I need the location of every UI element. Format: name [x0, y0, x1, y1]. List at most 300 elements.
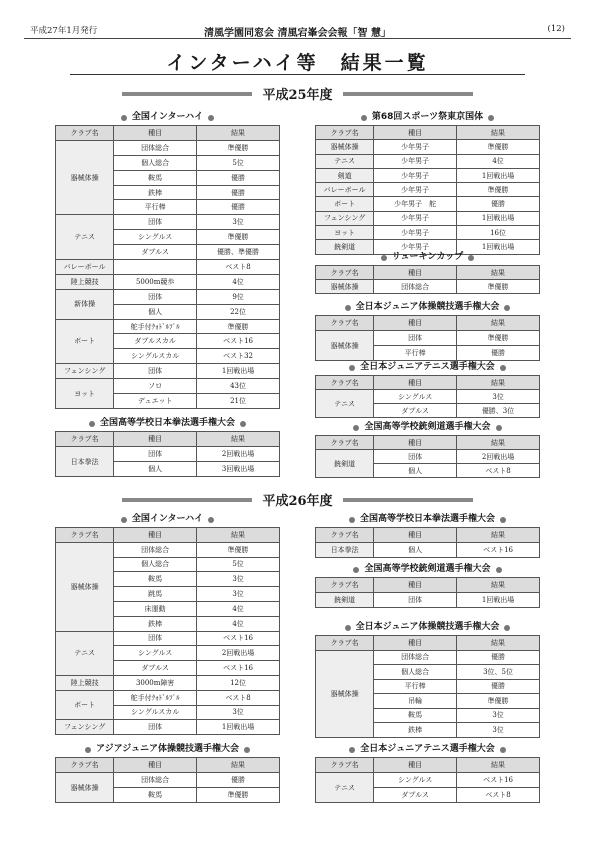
- event-cell: 少年男子: [374, 240, 457, 254]
- year-label: 平成25年度: [262, 88, 333, 103]
- result-cell: 3位: [197, 215, 280, 230]
- result-cell: 3位: [457, 708, 540, 723]
- result-cell: 準優勝: [457, 331, 540, 346]
- table-row: [56, 447, 280, 462]
- club-name-cell: 器械体操: [316, 331, 374, 361]
- result-cell: 優勝: [197, 773, 280, 788]
- event-cell: シングルス: [114, 646, 197, 661]
- club-name-cell: フェンシング: [56, 720, 114, 735]
- column-header: 結果: [457, 578, 540, 593]
- section-title: [315, 250, 540, 265]
- column-header: クラブ名: [316, 758, 374, 773]
- table-header-row: [56, 432, 280, 447]
- table-row: [56, 631, 280, 646]
- section-title-text: 第68回スポーツ祭東京国体: [371, 112, 484, 122]
- table-row: [316, 390, 540, 404]
- event-cell: ダブルスカル: [114, 334, 197, 349]
- table-row: [316, 280, 540, 294]
- results-table: [315, 635, 540, 738]
- column-header: 種目: [374, 636, 457, 651]
- result-cell: 3位: [457, 390, 540, 404]
- event-cell: 個人: [114, 462, 197, 477]
- event-cell: 団体総合: [374, 650, 457, 665]
- event-cell: 床運動: [114, 601, 197, 616]
- club-name-cell: 銃剣道: [316, 450, 374, 478]
- column-header: クラブ名: [316, 266, 374, 280]
- column-header: 結果: [457, 376, 540, 390]
- bullet-dot-icon: [504, 625, 510, 631]
- section-title: [315, 620, 540, 635]
- table-row: [56, 289, 280, 304]
- result-cell: 21位: [197, 394, 280, 409]
- column-header: 結果: [457, 266, 540, 280]
- result-cell: 優勝、準優勝: [197, 245, 280, 260]
- table-row: [56, 690, 280, 705]
- table-row: [56, 675, 280, 690]
- club-name-cell: 日本拳法: [56, 447, 114, 477]
- bullet-dot-icon: [496, 567, 502, 573]
- event-cell: 舵手付ｸｫﾄﾞﾙﾌﾟﾙ: [114, 319, 197, 334]
- results-section: [55, 742, 280, 803]
- club-name-cell: ボート: [56, 690, 114, 720]
- result-cell: ベスト32: [197, 349, 280, 364]
- bullet-dot-icon: [496, 425, 502, 431]
- result-cell: 1回戦出場: [457, 211, 540, 225]
- results-section: [55, 110, 280, 409]
- column-header: クラブ名: [316, 436, 374, 450]
- event-cell: 少年男子: [374, 140, 457, 154]
- result-cell: 優勝: [457, 679, 540, 694]
- club-name-cell: 器械体操: [56, 542, 114, 631]
- result-cell: 優勝、3位: [457, 404, 540, 418]
- event-cell: 団体: [114, 720, 197, 735]
- column-header: 種目: [374, 376, 457, 390]
- event-cell: 鉄棒: [374, 723, 457, 738]
- bullet-dot-icon: [349, 365, 355, 371]
- club-name-cell: テニス: [316, 154, 374, 168]
- bullet-dot-icon: [353, 567, 359, 573]
- bullet-dot-icon: [240, 421, 246, 427]
- result-cell: ベスト8: [197, 260, 280, 275]
- bullet-dot-icon: [345, 625, 351, 631]
- results-table: [315, 125, 540, 255]
- result-cell: 準優勝: [457, 280, 540, 294]
- event-cell: 少年男子: [374, 226, 457, 240]
- table-row: [316, 226, 540, 240]
- result-cell: 準優勝: [457, 140, 540, 154]
- table-row: [316, 450, 540, 464]
- result-cell: ベスト8: [197, 690, 280, 705]
- section-title-text: 全国インターハイ: [131, 514, 204, 524]
- column-header: クラブ名: [316, 578, 374, 593]
- column-header: クラブ名: [316, 126, 374, 140]
- result-cell: 準優勝: [197, 230, 280, 245]
- bullet-dot-icon: [121, 115, 127, 121]
- result-cell: 優勝: [457, 197, 540, 211]
- results-table: [315, 315, 540, 361]
- event-cell: 鞍馬: [374, 708, 457, 723]
- result-cell: ベスト8: [457, 464, 540, 478]
- event-cell: 少年男子: [374, 154, 457, 168]
- result-cell: 4位: [197, 616, 280, 631]
- result-cell: 22位: [197, 304, 280, 319]
- club-name-cell: 剣道: [316, 168, 374, 182]
- section-title-text: 全日本ジュニアテニス選手権大会: [360, 744, 495, 754]
- column-header: 種目: [374, 528, 457, 543]
- section-title-text: 全国高等学校銃剣道選手権大会: [364, 422, 491, 432]
- bullet-dot-icon: [85, 747, 91, 753]
- section-title: [55, 416, 280, 431]
- club-name-cell: ボート: [316, 197, 374, 211]
- page-number: (12): [547, 24, 565, 34]
- result-cell: 3位、5位: [457, 665, 540, 680]
- result-cell: ベスト16: [197, 661, 280, 676]
- result-cell: 16位: [457, 226, 540, 240]
- result-cell: 準優勝: [197, 319, 280, 334]
- column-header: 種目: [374, 578, 457, 593]
- year-heading-h26: [0, 490, 595, 509]
- event-cell: 団体: [114, 447, 197, 462]
- club-name-cell: テニス: [316, 390, 374, 418]
- event-cell: シングルスカル: [114, 705, 197, 720]
- event-cell: 鞍馬: [114, 572, 197, 587]
- event-cell: 団体: [114, 631, 197, 646]
- section-title-text: 全国インターハイ: [131, 112, 204, 122]
- section-title-text: 全日本ジュニア体操競技選手権大会: [355, 302, 500, 312]
- table-row: [316, 140, 540, 154]
- result-cell: 9位: [197, 289, 280, 304]
- bullet-dot-icon: [349, 747, 355, 753]
- result-cell: 1回戦出場: [197, 720, 280, 735]
- section-title: [315, 360, 540, 375]
- section-title: [315, 420, 540, 435]
- event-cell: 鉄棒: [114, 616, 197, 631]
- table-row: [316, 593, 540, 608]
- result-cell: 準優勝: [197, 542, 280, 557]
- table-header-row: [56, 126, 280, 141]
- section-title-text: リューキンカップ: [391, 252, 464, 262]
- title-rule: [70, 74, 525, 75]
- event-cell: 少年男子 舵: [374, 197, 457, 211]
- result-cell: 43位: [197, 379, 280, 394]
- club-name-cell: フェンシング: [316, 211, 374, 225]
- column-header: 結果: [197, 126, 280, 141]
- club-name-cell: テニス: [56, 631, 114, 675]
- table-row: [56, 319, 280, 334]
- result-cell: 2回戦出場: [457, 450, 540, 464]
- event-cell: 少年男子: [374, 211, 457, 225]
- club-name-cell: 銃剣道: [316, 593, 374, 608]
- event-cell: 団体総合: [114, 140, 197, 155]
- club-name-cell: 器械体操: [316, 280, 374, 294]
- event-cell: 団体総合: [114, 542, 197, 557]
- results-section: [315, 562, 540, 608]
- club-name-cell: テニス: [56, 215, 114, 260]
- section-title-text: アジアジュニア体操競技選手権大会: [95, 744, 240, 754]
- result-cell: 3位: [197, 705, 280, 720]
- section-title: [315, 512, 540, 527]
- results-section: [55, 416, 280, 477]
- result-cell: ベスト16: [197, 631, 280, 646]
- column-header: 結果: [457, 758, 540, 773]
- club-name-cell: 日本拳法: [316, 543, 374, 558]
- event-cell: 個人総合: [114, 557, 197, 572]
- club-name-cell: テニス: [316, 773, 374, 803]
- event-cell: 平行棒: [114, 200, 197, 215]
- table-row: [56, 379, 280, 394]
- event-cell: 平行棒: [374, 679, 457, 694]
- result-cell: ベスト16: [457, 543, 540, 558]
- bullet-dot-icon: [121, 517, 127, 523]
- event-cell: シングルス: [114, 230, 197, 245]
- table-header-row: [316, 376, 540, 390]
- results-section: [315, 512, 540, 558]
- event-cell: シングルス: [374, 773, 457, 788]
- event-cell: ダブルス: [374, 788, 457, 803]
- event-cell: 団体総合: [374, 280, 457, 294]
- result-cell: ベスト8: [457, 788, 540, 803]
- column-header: 種目: [374, 758, 457, 773]
- table-header-row: [316, 636, 540, 651]
- result-cell: 優勝: [197, 170, 280, 185]
- club-name-cell: バレーボール: [56, 260, 114, 275]
- table-header-row: [316, 316, 540, 331]
- result-cell: 優勝: [457, 650, 540, 665]
- table-header-row: [316, 126, 540, 140]
- bullet-dot-icon: [345, 305, 351, 311]
- result-cell: 3位: [197, 587, 280, 602]
- table-row: [316, 183, 540, 197]
- results-section: [315, 110, 540, 255]
- section-title-text: 全国高等学校日本拳法選手権大会: [359, 514, 495, 524]
- section-title: [55, 512, 280, 527]
- bullet-dot-icon: [208, 517, 214, 523]
- table-header-row: [316, 528, 540, 543]
- event-cell: 吊輪: [374, 694, 457, 709]
- result-cell: 優勝: [457, 346, 540, 361]
- section-title-text: 全国高等学校日本拳法選手権大会: [99, 418, 235, 428]
- column-header: 種目: [374, 126, 457, 140]
- bullet-dot-icon: [488, 115, 494, 121]
- table-header-row: [316, 266, 540, 280]
- bullet-dot-icon: [208, 115, 214, 121]
- club-name-cell: ヨット: [56, 379, 114, 409]
- table-row: [316, 650, 540, 665]
- club-name-cell: 器械体操: [316, 140, 374, 154]
- event-cell: 団体: [374, 450, 457, 464]
- event-cell: 平行棒: [374, 346, 457, 361]
- club-name-cell: 陸上競技: [56, 675, 114, 690]
- result-cell: 5位: [197, 557, 280, 572]
- table-header-row: [316, 436, 540, 450]
- table-row: [316, 543, 540, 558]
- event-cell: 団体総合: [114, 773, 197, 788]
- result-cell: 2回戦出場: [197, 646, 280, 661]
- club-name-cell: ヨット: [316, 226, 374, 240]
- event-cell: [114, 260, 197, 275]
- column-header: 結果: [197, 432, 280, 447]
- event-cell: 個人総合: [374, 665, 457, 680]
- result-cell: 準優勝: [457, 694, 540, 709]
- bullet-dot-icon: [89, 421, 95, 427]
- bullet-dot-icon: [468, 255, 474, 261]
- year-bar-left: [122, 498, 252, 502]
- table-row: [56, 364, 280, 379]
- column-header: 結果: [457, 528, 540, 543]
- club-name-cell: 新体操: [56, 289, 114, 319]
- club-name-cell: 銃剣道: [316, 240, 374, 254]
- column-header: 結果: [457, 636, 540, 651]
- column-header: 結果: [457, 126, 540, 140]
- bullet-dot-icon: [500, 365, 506, 371]
- club-name-cell: ボート: [56, 319, 114, 364]
- year-label: 平成26年度: [262, 494, 333, 509]
- table-row: [56, 542, 280, 557]
- bullet-dot-icon: [500, 747, 506, 753]
- results-table: [55, 431, 280, 477]
- table-row: [56, 260, 280, 275]
- bullet-dot-icon: [349, 517, 355, 523]
- section-title: [315, 742, 540, 757]
- table-row: [56, 140, 280, 155]
- results-table: [315, 527, 540, 558]
- table-header-row: [56, 528, 280, 543]
- results-section: [315, 742, 540, 803]
- event-cell: 団体: [114, 215, 197, 230]
- results-section: [315, 420, 540, 478]
- event-cell: 3000m障害: [114, 675, 197, 690]
- event-cell: ダブルス: [374, 404, 457, 418]
- club-name-cell: 器械体操: [316, 650, 374, 737]
- section-title: [315, 300, 540, 315]
- event-cell: 5000m競歩: [114, 274, 197, 289]
- event-cell: シングルス: [374, 390, 457, 404]
- issue-date: 平成27年1月発行: [30, 26, 98, 36]
- event-cell: ダブルス: [114, 661, 197, 676]
- table-row: [316, 168, 540, 182]
- result-cell: 2回戦出場: [197, 447, 280, 462]
- column-header: 種目: [114, 758, 197, 773]
- results-table: [315, 375, 540, 418]
- event-cell: 鞍馬: [114, 788, 197, 803]
- column-header: 結果: [197, 528, 280, 543]
- bullet-dot-icon: [504, 305, 510, 311]
- table-row: [316, 211, 540, 225]
- column-header: 結果: [197, 758, 280, 773]
- club-name-cell: バレーボール: [316, 183, 374, 197]
- result-cell: 4位: [197, 274, 280, 289]
- column-header: クラブ名: [56, 432, 114, 447]
- column-header: クラブ名: [316, 316, 374, 331]
- table-header-row: [56, 758, 280, 773]
- club-name-cell: 器械体操: [56, 773, 114, 803]
- column-header: 種目: [374, 266, 457, 280]
- event-cell: 跳馬: [114, 587, 197, 602]
- event-cell: 少年男子: [374, 183, 457, 197]
- section-title: [55, 110, 280, 125]
- column-header: クラブ名: [56, 758, 114, 773]
- column-header: 結果: [457, 316, 540, 331]
- section-title: [315, 110, 540, 125]
- results-section: [315, 250, 540, 294]
- event-cell: デュエット: [114, 394, 197, 409]
- results-section: [55, 512, 280, 735]
- table-header-row: [316, 578, 540, 593]
- result-cell: ベスト16: [457, 773, 540, 788]
- table-row: [316, 773, 540, 788]
- column-header: 種目: [114, 432, 197, 447]
- year-bar-right: [343, 498, 473, 502]
- result-cell: 準優勝: [197, 140, 280, 155]
- result-cell: 優勝: [197, 200, 280, 215]
- page-title: インターハイ等 結果一覧: [166, 52, 429, 74]
- event-cell: 舵手付ｸｫﾄﾞﾙﾌﾟﾙ: [114, 690, 197, 705]
- header-rule: [24, 38, 571, 39]
- results-table: [55, 757, 280, 803]
- bullet-dot-icon: [500, 517, 506, 523]
- event-cell: 団体: [114, 289, 197, 304]
- event-cell: ソロ: [114, 379, 197, 394]
- column-header: クラブ名: [316, 636, 374, 651]
- newsletter-title: 清風学園同窓会 清風宕峯会会報「智 慧」: [204, 28, 391, 39]
- result-cell: 4位: [457, 154, 540, 168]
- result-cell: 1回戦出場: [457, 593, 540, 608]
- result-cell: 5位: [197, 155, 280, 170]
- bullet-dot-icon: [244, 747, 250, 753]
- results-section: [315, 620, 540, 738]
- event-cell: 鞍馬: [114, 170, 197, 185]
- event-cell: 個人: [374, 543, 457, 558]
- section-title: [55, 742, 280, 757]
- section-title-text: 全国高等学校銃剣道選手権大会: [364, 564, 491, 574]
- table-row: [316, 331, 540, 346]
- event-cell: 団体: [374, 593, 457, 608]
- event-cell: 鉄棒: [114, 185, 197, 200]
- results-table: [55, 527, 280, 735]
- table-row: [56, 720, 280, 735]
- bullet-dot-icon: [381, 255, 387, 261]
- result-cell: 1回戦出場: [457, 168, 540, 182]
- event-cell: 個人: [374, 464, 457, 478]
- result-cell: 4位: [197, 601, 280, 616]
- column-header: クラブ名: [316, 376, 374, 390]
- event-cell: 少年男子: [374, 168, 457, 182]
- event-cell: ダブルス: [114, 245, 197, 260]
- result-cell: 優勝: [197, 185, 280, 200]
- event-cell: 個人総合: [114, 155, 197, 170]
- club-name-cell: 陸上競技: [56, 274, 114, 289]
- column-header: クラブ名: [316, 528, 374, 543]
- table-header-row: [316, 758, 540, 773]
- result-cell: 3位: [197, 572, 280, 587]
- event-cell: 団体: [114, 364, 197, 379]
- result-cell: 1回戦出場: [457, 240, 540, 254]
- result-cell: 3位: [457, 723, 540, 738]
- column-header: クラブ名: [56, 126, 114, 141]
- event-cell: 個人: [114, 304, 197, 319]
- table-row: [316, 197, 540, 211]
- result-cell: ベスト16: [197, 334, 280, 349]
- column-header: 種目: [374, 316, 457, 331]
- results-table: [55, 125, 280, 409]
- event-cell: シングルスカル: [114, 349, 197, 364]
- column-header: 種目: [374, 436, 457, 450]
- table-row: [56, 773, 280, 788]
- year-bar-right: [343, 92, 473, 96]
- result-cell: 3回戦出場: [197, 462, 280, 477]
- results-table: [315, 265, 540, 294]
- result-cell: 準優勝: [197, 788, 280, 803]
